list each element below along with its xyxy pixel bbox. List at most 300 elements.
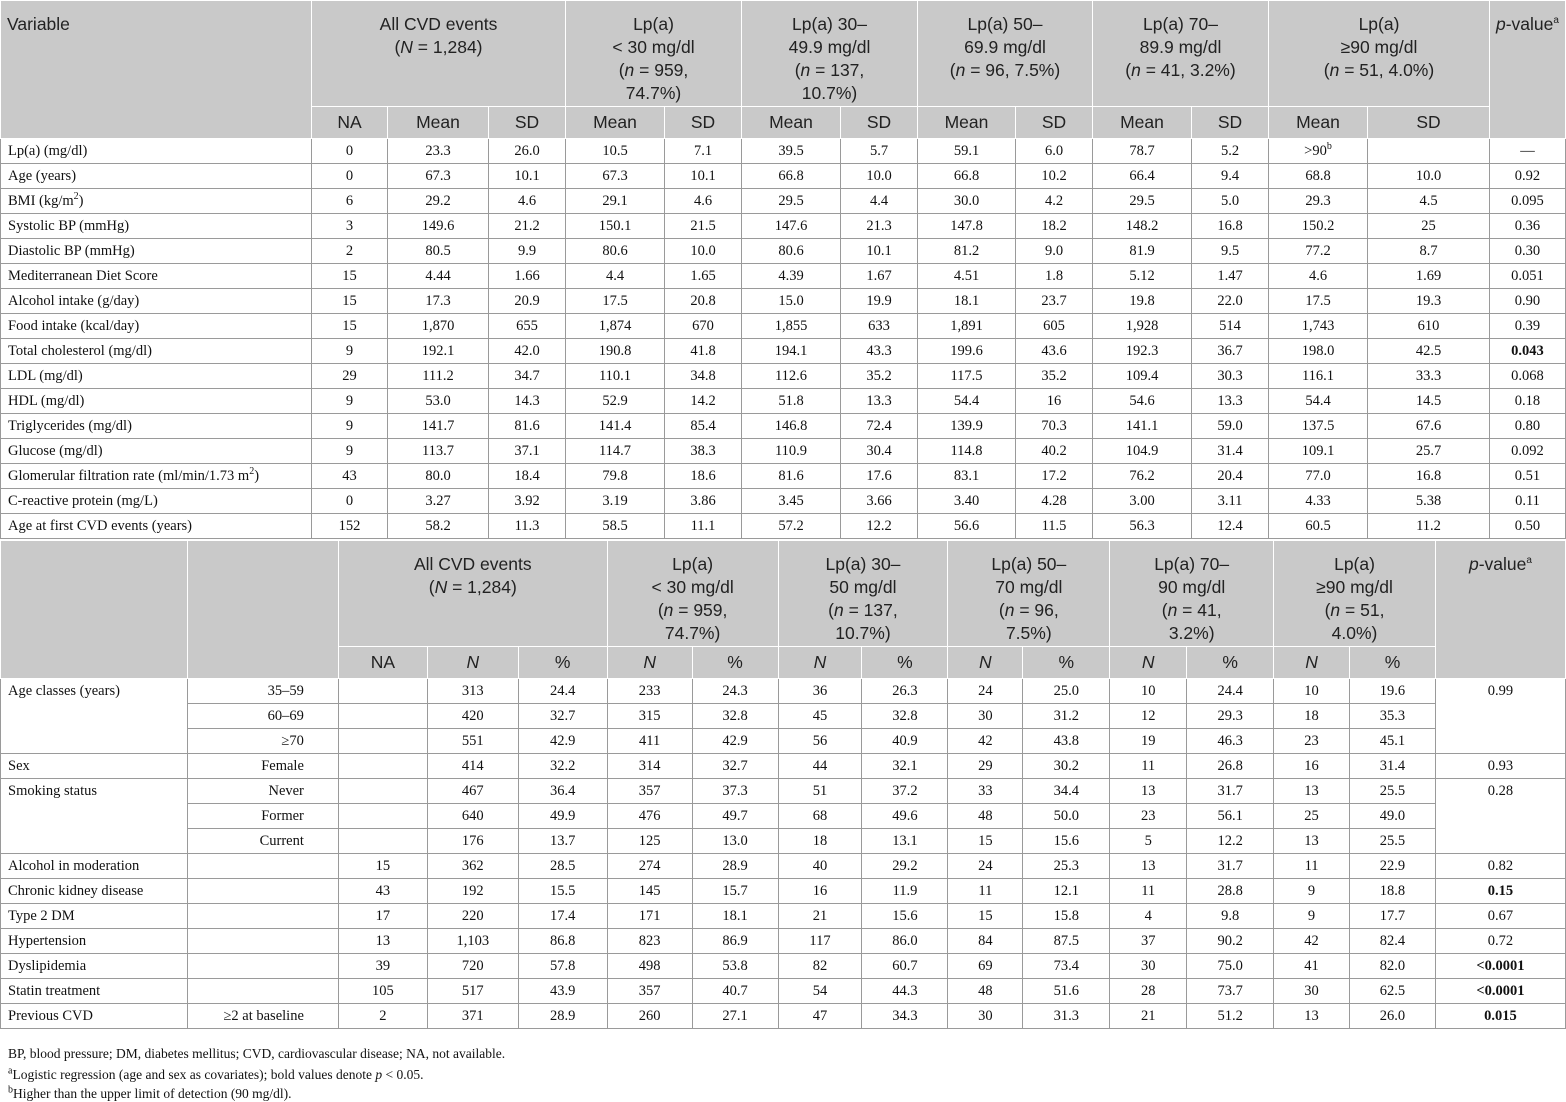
value-cell <box>312 439 388 464</box>
row-category: Female <box>187 754 338 779</box>
cell-value: 26.0 <box>514 143 540 159</box>
value-cell: 13 <box>1110 779 1187 804</box>
cell-value: 9.9 <box>517 243 537 259</box>
cell-value: 17.2 <box>1041 468 1067 484</box>
value-cell <box>918 389 1016 414</box>
cell-value: 30.4 <box>866 443 892 459</box>
cell-value: 14.2 <box>690 393 716 409</box>
value-cell <box>665 464 742 489</box>
value-cell <box>1192 164 1269 189</box>
cell-value: 194.1 <box>774 343 808 359</box>
column-subheader: Mean <box>1269 107 1368 139</box>
column-subheader: SD <box>841 107 918 139</box>
cell-value: 1.47 <box>1217 268 1243 284</box>
row-category <box>187 979 338 1004</box>
value-cell <box>742 264 841 289</box>
cell-value: 14.5 <box>1415 393 1442 409</box>
value-cell <box>566 239 665 264</box>
cell-value: 5.2 <box>1220 143 1240 159</box>
na-cell: 17 <box>338 904 427 929</box>
value-cell: 11 <box>1110 879 1187 904</box>
cell-value: 1.69 <box>1415 268 1442 284</box>
value-cell <box>665 139 742 164</box>
row-category: 35–59 <box>187 679 338 704</box>
header-italic: n <box>834 600 844 620</box>
column-subheader: SD <box>665 107 742 139</box>
value-cell <box>1093 489 1192 514</box>
value-cell <box>1269 314 1368 339</box>
column-subheader: N <box>1110 647 1187 679</box>
value-cell <box>388 414 489 439</box>
value-cell: 29 <box>948 754 1023 779</box>
row-label <box>1 339 312 364</box>
row-label-text: Age at first CVD events (years) <box>8 518 193 534</box>
cell-value: 9 <box>345 343 354 359</box>
row-label <box>1 289 312 314</box>
row-label: Sex <box>1 754 188 779</box>
value-cell: 49.9 <box>518 804 607 829</box>
cell-value: 0.36 <box>1514 218 1541 234</box>
cell-value: 67.3 <box>602 168 628 184</box>
row-label: Previous CVD <box>1 1004 188 1029</box>
value-cell <box>1368 264 1490 289</box>
value-cell: 31.4 <box>1350 754 1436 779</box>
cell-value: 29 <box>342 368 357 384</box>
row-label <box>1 389 312 414</box>
cell-value: 3.40 <box>953 493 980 509</box>
header-text: All CVD events <box>413 554 532 574</box>
value-cell: 411 <box>607 729 692 754</box>
value-cell <box>1269 264 1368 289</box>
value-cell: 13 <box>1274 829 1350 854</box>
header-italic: n <box>955 60 966 80</box>
value-cell <box>489 139 566 164</box>
cell-value: 37.1 <box>514 443 540 459</box>
value-cell <box>312 139 388 164</box>
value-cell: 720 <box>427 954 518 979</box>
group-header-lt30 <box>607 541 778 647</box>
cell-value: 1.66 <box>514 268 540 284</box>
cell-value: 43.6 <box>1041 343 1067 359</box>
value-cell: 220 <box>427 904 518 929</box>
header-text: ( <box>794 60 801 80</box>
cell-value: 0.30 <box>1514 243 1541 259</box>
value-cell: 414 <box>427 754 518 779</box>
cell-value: 59.1 <box>953 143 980 159</box>
cell-value: 66.8 <box>953 168 980 184</box>
value-cell: 313 <box>427 679 518 704</box>
cell-value: 10.2 <box>1041 168 1067 184</box>
value-cell: 32.7 <box>518 704 607 729</box>
value-cell <box>312 414 388 439</box>
cell-value: 22.0 <box>1217 293 1243 309</box>
value-cell: 1,103 <box>427 929 518 954</box>
row-label <box>1 514 312 539</box>
value-cell: 86.9 <box>692 929 778 954</box>
pvalue-cell: <0.0001 <box>1435 954 1565 979</box>
footnote-b: $^b$Higher than the upper limit of detection (90 mg/dl). <box>8 1084 292 1101</box>
value-cell: 86.8 <box>518 929 607 954</box>
value-cell <box>1016 139 1093 164</box>
row-label-end: ) <box>78 193 84 209</box>
value-cell: 12.1 <box>1023 879 1110 904</box>
value-cell: 87.5 <box>1023 929 1110 954</box>
value-cell <box>489 414 566 439</box>
value-cell <box>1192 414 1269 439</box>
value-cell: 50.0 <box>1023 804 1110 829</box>
pvalue-cell <box>1490 414 1566 439</box>
header-text: 50 mg/dl <box>829 577 897 597</box>
value-cell: 37 <box>1110 929 1187 954</box>
value-cell <box>918 264 1016 289</box>
pvalue-cell <box>1490 489 1566 514</box>
na-cell <box>338 704 427 729</box>
value-cell: 25.0 <box>1023 679 1110 704</box>
cell-value: 110.9 <box>774 443 808 459</box>
value-cell: 29.3 <box>1187 704 1274 729</box>
pvalue-sup: a <box>1526 555 1532 567</box>
value-cell <box>1368 389 1490 414</box>
value-cell: 51 <box>778 779 862 804</box>
value-cell: 34.3 <box>862 1004 948 1029</box>
value-cell <box>1016 214 1093 239</box>
table-row <box>1 264 1566 289</box>
table-row <box>1 514 1566 539</box>
group-header-70-89 <box>1093 1 1269 107</box>
value-cell: 36 <box>778 679 862 704</box>
header-text: Lp(a) <box>1334 554 1375 574</box>
value-cell <box>312 489 388 514</box>
table-row <box>1 854 1566 879</box>
value-cell: 82 <box>778 954 862 979</box>
value-cell <box>1093 389 1192 414</box>
cell-value: 3.86 <box>690 493 716 509</box>
group-header-ge90 <box>1269 1 1490 107</box>
header-text: = 137, <box>843 600 898 620</box>
header-italic: n <box>1004 600 1015 620</box>
column-subheader: Mean <box>1093 107 1192 139</box>
header-italic: n <box>663 600 674 620</box>
row-category <box>187 929 338 954</box>
value-cell: 21 <box>778 904 862 929</box>
cell-value: 3.45 <box>778 493 804 509</box>
value-cell <box>1093 414 1192 439</box>
cell-value: 33.3 <box>1415 368 1442 384</box>
header-text: = 41, <box>1177 600 1222 620</box>
cell-value: 4.44 <box>425 268 451 284</box>
value-cell: 42.9 <box>692 729 778 754</box>
row-label <box>1 489 312 514</box>
value-cell <box>388 264 489 289</box>
row-category <box>187 904 338 929</box>
value-cell <box>1016 514 1093 539</box>
value-cell: 47 <box>778 1004 862 1029</box>
header-text: ( <box>1161 600 1168 620</box>
cell-value: 10.0 <box>866 168 892 184</box>
value-cell <box>1192 514 1269 539</box>
pvalue-cell: 0.28 <box>1435 779 1565 854</box>
value-cell: 34.4 <box>1023 779 1110 804</box>
table-row <box>1 139 1566 164</box>
value-cell <box>841 414 918 439</box>
value-cell: 56 <box>778 729 862 754</box>
pvalue-cell: 0.015 <box>1435 1004 1565 1029</box>
value-cell: 42.9 <box>518 729 607 754</box>
cell-value: 5.7 <box>869 143 889 159</box>
value-cell <box>665 214 742 239</box>
cell-value: 9.0 <box>1044 243 1064 259</box>
value-cell: 13 <box>1110 854 1187 879</box>
cell-value: 58.2 <box>425 518 451 534</box>
value-cell <box>1368 439 1490 464</box>
value-cell <box>489 439 566 464</box>
column-subheader: SD <box>489 107 566 139</box>
value-cell <box>566 289 665 314</box>
column-subheader: N <box>778 647 862 679</box>
na-cell: 15 <box>338 854 427 879</box>
value-cell <box>1269 189 1368 214</box>
cell-value: 17.5 <box>602 293 628 309</box>
cell-value: 9 <box>345 443 354 459</box>
pvalue-cell: 0.99 <box>1435 679 1565 754</box>
value-cell <box>918 514 1016 539</box>
cell-value: 51.8 <box>778 393 804 409</box>
value-cell: 45 <box>778 704 862 729</box>
value-cell <box>312 239 388 264</box>
value-cell <box>918 139 1016 164</box>
value-cell: 176 <box>427 829 518 854</box>
value-cell: 24.4 <box>518 679 607 704</box>
cell-value: 43.3 <box>866 343 892 359</box>
value-cell <box>1093 289 1192 314</box>
value-cell <box>841 214 918 239</box>
cell-value: 67.6 <box>1415 418 1442 434</box>
value-cell <box>1192 314 1269 339</box>
blank-header-label <box>1 541 188 679</box>
value-cell: 315 <box>607 704 692 729</box>
table-row <box>1 164 1566 189</box>
cell-value: 147.6 <box>774 218 808 234</box>
cell-value: 19.9 <box>866 293 892 309</box>
value-cell <box>918 439 1016 464</box>
value-cell <box>489 389 566 414</box>
cell-value: 6.0 <box>1044 143 1064 159</box>
value-cell <box>742 389 841 414</box>
cell-value: 1,891 <box>950 318 983 334</box>
value-cell: 54 <box>778 979 862 1004</box>
value-cell <box>1093 514 1192 539</box>
value-cell <box>388 314 489 339</box>
value-cell <box>566 514 665 539</box>
value-cell: 36.4 <box>518 779 607 804</box>
cell-value: 18.6 <box>690 468 716 484</box>
value-cell: 35.3 <box>1350 704 1436 729</box>
value-cell: 37.3 <box>692 779 778 804</box>
cell-value: 9 <box>345 393 354 409</box>
value-cell: 75.0 <box>1187 954 1274 979</box>
row-label <box>1 214 312 239</box>
cell-value: 2 <box>345 243 354 259</box>
header-text: = 959, <box>673 600 728 620</box>
value-cell <box>1192 489 1269 514</box>
pvalue-cell <box>1490 364 1566 389</box>
cell-value: 4.6 <box>693 193 713 209</box>
header-text: 10.7%) <box>801 83 858 103</box>
value-cell <box>742 514 841 539</box>
value-cell: 5 <box>1110 829 1187 854</box>
row-label-text: Glucose (mg/dl) <box>8 443 103 459</box>
cell-value: 3.00 <box>1129 493 1155 509</box>
header-text: Lp(a) 30– <box>792 14 867 34</box>
group-header-all <box>338 541 607 647</box>
header-italic: n <box>1330 600 1341 620</box>
value-cell: 48 <box>948 979 1023 1004</box>
cell-value: 29.2 <box>425 193 451 209</box>
value-cell: 40.9 <box>862 729 948 754</box>
value-cell <box>1093 314 1192 339</box>
value-cell <box>1368 514 1490 539</box>
value-cell <box>1368 139 1490 164</box>
row-label <box>1 414 312 439</box>
cell-value: 11.2 <box>1416 518 1441 534</box>
value-cell <box>489 214 566 239</box>
value-cell: 48 <box>948 804 1023 829</box>
row-label: Type 2 DM <box>1 904 188 929</box>
value-cell <box>388 189 489 214</box>
value-cell <box>742 489 841 514</box>
header-italic: n <box>1329 60 1340 80</box>
value-cell: 62.5 <box>1350 979 1436 1004</box>
value-cell <box>566 339 665 364</box>
cell-value: 54.6 <box>1129 393 1155 409</box>
value-cell <box>388 464 489 489</box>
value-cell <box>566 439 665 464</box>
cell-value: 18.2 <box>1041 218 1067 234</box>
header-text: Lp(a) 30– <box>825 554 901 574</box>
value-cell: 42 <box>948 729 1023 754</box>
cell-value: 4.6 <box>1308 268 1328 284</box>
cell-value: 25.7 <box>1415 443 1442 459</box>
row-label: Smoking status <box>1 779 188 854</box>
column-subheader: SD <box>1192 107 1269 139</box>
row-label: Dyslipidemia <box>1 954 188 979</box>
value-cell: 26.0 <box>1350 1004 1436 1029</box>
value-cell <box>566 214 665 239</box>
cell-value: 1,874 <box>598 318 632 334</box>
value-cell <box>489 314 566 339</box>
cell-value: 3.19 <box>602 493 628 509</box>
value-cell <box>312 214 388 239</box>
cell-value: 58.5 <box>602 518 628 534</box>
value-cell <box>388 439 489 464</box>
cell-value: 150.2 <box>1301 218 1335 234</box>
cell-value: 78.7 <box>1129 143 1155 159</box>
cell-value: 21.5 <box>690 218 716 234</box>
value-cell <box>1368 339 1490 364</box>
value-cell: 32.1 <box>862 754 948 779</box>
cell-value: 81.6 <box>778 468 804 484</box>
value-cell <box>388 339 489 364</box>
header-text: = 1,284) <box>447 577 517 597</box>
column-subheader: NA <box>338 647 427 679</box>
table-row <box>1 339 1566 364</box>
cell-value: 3.92 <box>514 493 540 509</box>
row-category <box>187 954 338 979</box>
cell-value: 21.2 <box>514 218 540 234</box>
value-cell: 73.4 <box>1023 954 1110 979</box>
value-cell <box>918 489 1016 514</box>
value-cell <box>1016 414 1093 439</box>
value-cell: 24.3 <box>692 679 778 704</box>
cell-value: 13.3 <box>866 393 892 409</box>
na-cell: 105 <box>338 979 427 1004</box>
value-cell <box>489 489 566 514</box>
value-cell <box>1093 464 1192 489</box>
header-text: < 30 mg/dl <box>612 37 695 57</box>
cell-value: 81.2 <box>953 243 980 259</box>
value-cell: 40.7 <box>692 979 778 1004</box>
table-row <box>1 1004 1566 1029</box>
value-cell: 27.1 <box>692 1004 778 1029</box>
header-text: Lp(a) <box>672 554 714 574</box>
value-cell <box>1368 414 1490 439</box>
value-cell <box>742 139 841 164</box>
footnote-a: $^a$Logistic regression (age and sex as covariates); bold values denote p < 0.05. <box>8 1065 424 1082</box>
row-label-sup: 2 <box>249 466 255 478</box>
cell-value: 80.6 <box>602 243 628 259</box>
cell-value: 19.3 <box>1415 293 1442 309</box>
cell-value: 141.1 <box>1125 418 1159 434</box>
variable-header: Variable <box>1 1 312 139</box>
row-label <box>1 364 312 389</box>
cell-value: 41.8 <box>690 343 716 359</box>
value-cell: 29.2 <box>862 854 948 879</box>
value-cell: 10 <box>1274 679 1350 704</box>
value-cell <box>1269 464 1368 489</box>
value-cell: 26.8 <box>1187 754 1274 779</box>
value-cell <box>1368 289 1490 314</box>
row-label-sup: 2 <box>73 191 79 203</box>
value-cell: 32.2 <box>518 754 607 779</box>
group-header-30-49 <box>742 1 918 107</box>
value-cell <box>388 489 489 514</box>
value-cell <box>566 389 665 414</box>
value-cell <box>312 364 388 389</box>
header-text: ( <box>394 37 401 57</box>
cell-value: 18.4 <box>514 468 540 484</box>
value-cell: 22.9 <box>1350 854 1436 879</box>
value-cell <box>841 389 918 414</box>
value-cell: 15.5 <box>518 879 607 904</box>
pvalue-header <box>1435 541 1565 679</box>
cell-value: 16.8 <box>1415 468 1442 484</box>
na-cell <box>338 804 427 829</box>
cell-value: 5.0 <box>1220 193 1240 209</box>
table-row <box>1 389 1566 414</box>
value-cell <box>1192 239 1269 264</box>
row-label-text: Systolic BP (mmHg) <box>8 218 130 234</box>
pvalue-cell <box>1490 214 1566 239</box>
value-cell <box>918 189 1016 214</box>
cell-value: 80.5 <box>425 243 451 259</box>
cell-value: 67.3 <box>425 168 451 184</box>
cell-value: 192.3 <box>1125 343 1159 359</box>
pvalue-text: -value <box>1478 554 1527 574</box>
value-cell <box>388 514 489 539</box>
cell-value: 137.5 <box>1301 418 1335 434</box>
cell-value: 109.4 <box>1125 368 1159 384</box>
value-cell: 25.5 <box>1350 779 1436 804</box>
